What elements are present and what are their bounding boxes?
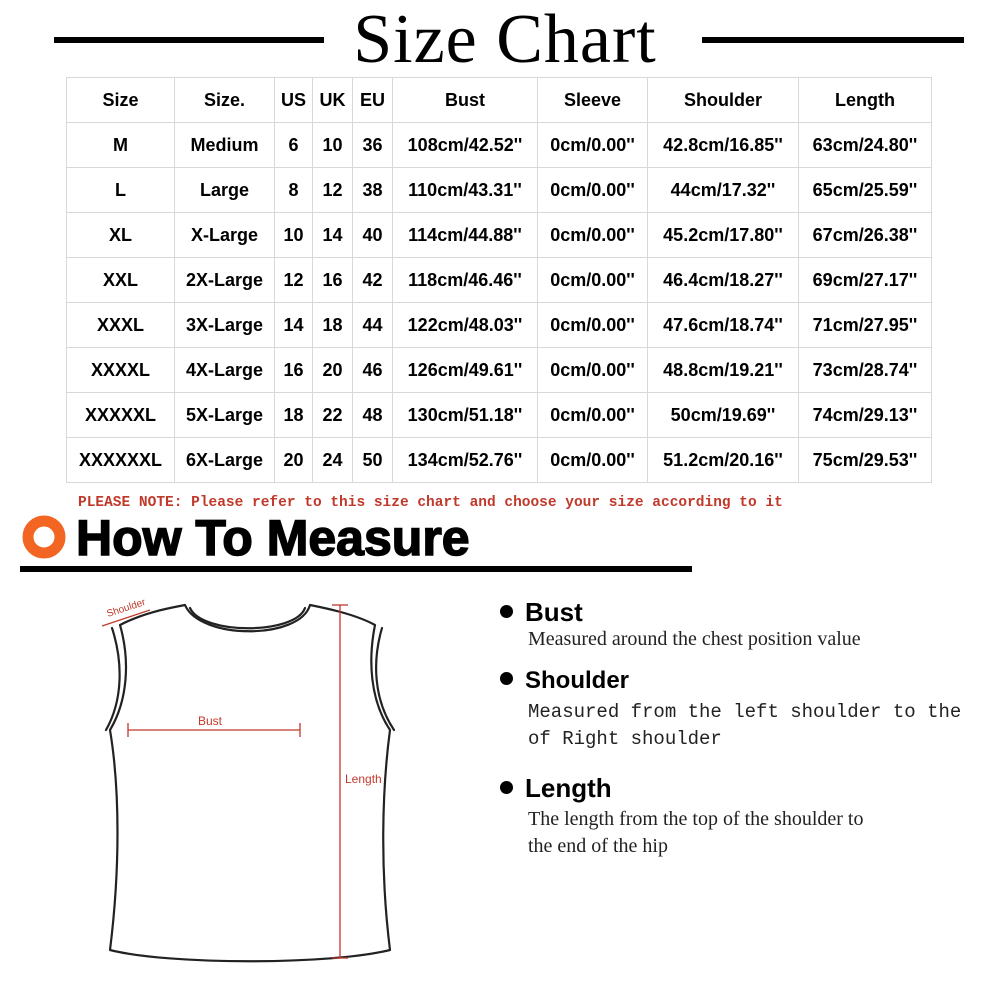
table-cell: 6: [275, 123, 313, 168]
table-cell: XXXXXXL: [67, 438, 175, 483]
title-rule-left: [54, 37, 324, 43]
table-cell: 0cm/0.00'': [538, 438, 648, 483]
how-to-measure-title: How To Measure: [76, 510, 470, 566]
table-cell: 10: [313, 123, 353, 168]
table-cell: 0cm/0.00'': [538, 303, 648, 348]
bust-description: Measured around the chest position value: [528, 628, 861, 650]
table-cell: 51.2cm/20.16'': [648, 438, 799, 483]
table-cell: 126cm/49.61'': [393, 348, 538, 393]
page-title: Size Chart: [353, 1, 657, 78]
title-rule-right: [702, 37, 964, 43]
table-row: [67, 123, 932, 168]
table-cell: L: [67, 168, 175, 213]
table-cell: 20: [275, 438, 313, 483]
table-cell: 12: [313, 168, 353, 213]
table-row: [67, 168, 932, 213]
table-row: [67, 258, 932, 303]
table-cell: 12: [275, 258, 313, 303]
table-cell: 108cm/42.52'': [393, 123, 538, 168]
table-cell: 3X-Large: [175, 303, 275, 348]
bust-heading: Bust: [500, 597, 583, 628]
table-cell: 36: [353, 123, 393, 168]
table-cell: M: [67, 123, 175, 168]
table-cell: 8: [275, 168, 313, 213]
table-cell: 0cm/0.00'': [538, 123, 648, 168]
table-cell: 45.2cm/17.80'': [648, 213, 799, 258]
bullet-icon: [500, 672, 513, 685]
table-row: [67, 213, 932, 258]
how-to-measure-rule: [20, 566, 692, 572]
table-row: [67, 303, 932, 348]
table-cell: 16: [275, 348, 313, 393]
tank-top-diagram: [90, 590, 410, 970]
table-cell: X-Large: [175, 213, 275, 258]
size-chart-table: [66, 77, 932, 483]
table-cell: 16: [313, 258, 353, 303]
column-header: Bust: [393, 78, 538, 123]
table-cell: 48: [353, 393, 393, 438]
table-cell: 47.6cm/18.74'': [648, 303, 799, 348]
table-cell: 0cm/0.00'': [538, 393, 648, 438]
column-header: Shoulder: [648, 78, 799, 123]
table-cell: 118cm/46.46'': [393, 258, 538, 303]
table-row: [67, 393, 932, 438]
table-cell: 5X-Large: [175, 393, 275, 438]
table-cell: 130cm/51.18'': [393, 393, 538, 438]
table-cell: 42.8cm/16.85'': [648, 123, 799, 168]
diagram-label-bust: Bust: [198, 714, 223, 728]
table-cell: 20: [313, 348, 353, 393]
column-header: US: [275, 78, 313, 123]
table-cell: 114cm/44.88'': [393, 213, 538, 258]
table-cell: 10: [275, 213, 313, 258]
table-cell: 4X-Large: [175, 348, 275, 393]
target-circle-icon: [22, 515, 66, 559]
table-cell: Medium: [175, 123, 275, 168]
column-header: EU: [353, 78, 393, 123]
table-cell: 67cm/26.38'': [799, 213, 932, 258]
table-cell: 22: [313, 393, 353, 438]
table-cell: 18: [313, 303, 353, 348]
length-heading: Length: [500, 773, 612, 804]
table-cell: 65cm/25.59'': [799, 168, 932, 213]
table-cell: 42: [353, 258, 393, 303]
table-row: [67, 348, 932, 393]
table-cell: Large: [175, 168, 275, 213]
table-cell: 38: [353, 168, 393, 213]
table-cell: 50cm/19.69'': [648, 393, 799, 438]
table-cell: 75cm/29.53'': [799, 438, 932, 483]
column-header: Length: [799, 78, 932, 123]
table-cell: 73cm/28.74'': [799, 348, 932, 393]
table-cell: 69cm/27.17'': [799, 258, 932, 303]
table-cell: 2X-Large: [175, 258, 275, 303]
table-cell: 134cm/52.76'': [393, 438, 538, 483]
table-cell: 40: [353, 213, 393, 258]
table-cell: 122cm/48.03'': [393, 303, 538, 348]
table-cell: 0cm/0.00'': [538, 168, 648, 213]
table-cell: 0cm/0.00'': [538, 258, 648, 303]
armhole-right-trim: [376, 628, 394, 730]
table-cell: 74cm/29.13'': [799, 393, 932, 438]
bullet-icon: [500, 605, 513, 618]
diagram-label-shoulder: Shoulder: [105, 597, 147, 620]
diagram-label-length: Length: [345, 772, 382, 786]
table-row: [67, 438, 932, 483]
table-cell: 24: [313, 438, 353, 483]
size-note: PLEASE NOTE: Please refer to this size chart and choose your size according to it: [78, 495, 783, 511]
column-header: Sleeve: [538, 78, 648, 123]
column-header: Size.: [175, 78, 275, 123]
table-cell: 14: [313, 213, 353, 258]
table-cell: 18: [275, 393, 313, 438]
table-cell: XXL: [67, 258, 175, 303]
shoulder-heading: Shoulder: [500, 667, 629, 695]
table-cell: 110cm/43.31'': [393, 168, 538, 213]
table-cell: 44: [353, 303, 393, 348]
table-cell: 14: [275, 303, 313, 348]
table-cell: 48.8cm/19.21'': [648, 348, 799, 393]
table-header-row: [67, 78, 932, 123]
table-cell: XL: [67, 213, 175, 258]
table-cell: 50: [353, 438, 393, 483]
table-cell: 46.4cm/18.27'': [648, 258, 799, 303]
table-cell: XXXXL: [67, 348, 175, 393]
table-cell: 6X-Large: [175, 438, 275, 483]
table-cell: 71cm/27.95'': [799, 303, 932, 348]
table-cell: XXXXXL: [67, 393, 175, 438]
table-cell: 46: [353, 348, 393, 393]
table-cell: 44cm/17.32'': [648, 168, 799, 213]
shoulder-description: Measured from the left shoulder to the of Right shoulder: [528, 701, 962, 750]
table-cell: 0cm/0.00'': [538, 348, 648, 393]
bullet-icon: [500, 781, 513, 794]
table-cell: 63cm/24.80'': [799, 123, 932, 168]
table-cell: 0cm/0.00'': [538, 213, 648, 258]
column-header: UK: [313, 78, 353, 123]
table-cell: XXXL: [67, 303, 175, 348]
length-description: The length from the top of the shoulder to the end of the hip: [528, 808, 864, 857]
column-header: Size: [67, 78, 175, 123]
